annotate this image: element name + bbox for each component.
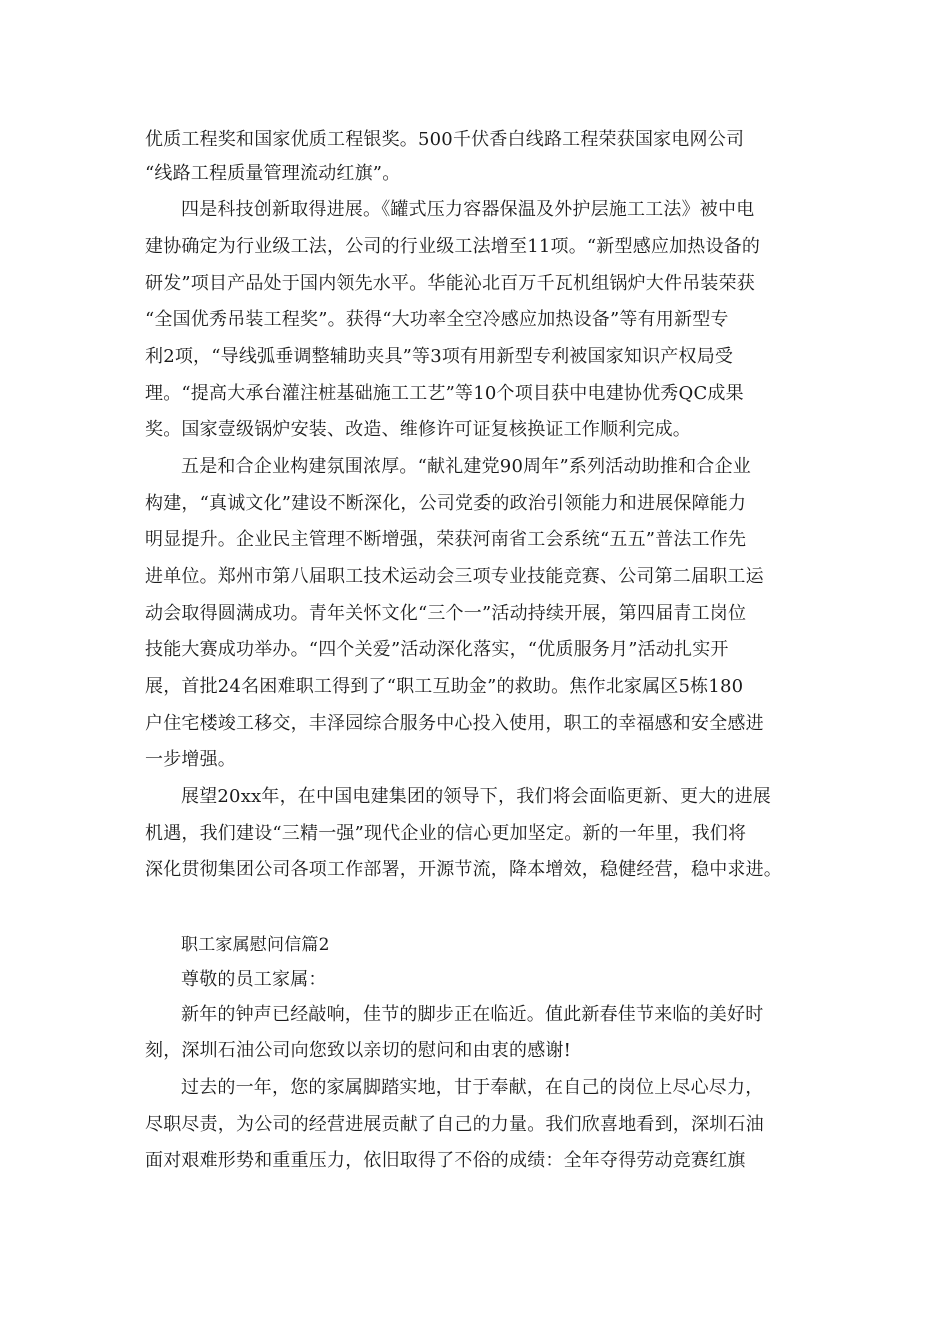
paragraph-line: 研发”项目产品处于国内领先水平。华能沁北百万千瓦机组锅炉大件吊装荣获: [145, 273, 755, 294]
paragraph-line: 展，首批24名困难职工得到了“职工互助金”的救助。焦作北家属区5栋180: [145, 676, 744, 697]
paragraph-line: 尽职尽责，为公司的经营进展贡献了自己的力量。我们欣喜地看到，深圳石油: [145, 1114, 764, 1135]
paragraph-line: 四是科技创新取得进展。《罐式压力容器保温及外护层施工工法》被中电: [181, 199, 755, 220]
paragraph-line: 理。“提高大承台灌注桩基础施工工艺”等10个项目获中电建协优秀QC成果: [145, 383, 744, 404]
paragraph-line: 一步增强。: [145, 749, 236, 770]
paragraph-line: 优质工程奖和国家优质工程银奖。500千伏香白线路工程荣获国家电网公司: [145, 129, 745, 150]
paragraph-line: 户住宅楼竣工移交，丰泽园综合服务中心投入使用，职工的幸福感和安全感进: [145, 713, 764, 734]
paragraph-line: 展望20xx年，在中国电建集团的领导下，我们将会面临更新、更大的进展: [181, 786, 772, 807]
paragraph-line: 机遇，我们建设“三精一强”现代企业的信心更加坚定。新的一年里，我们将: [145, 823, 747, 844]
paragraph-line: 新年的钟声已经敲响，佳节的脚步正在临近。值此新春佳节来临的美好时: [181, 1004, 764, 1025]
paragraph-line: 建协确定为行业级工法，公司的行业级工法增至11项。“新型感应加热设备的: [145, 236, 761, 257]
paragraph-line: “线路工程质量管理流动红旗”。: [145, 163, 401, 184]
paragraph-line: 过去的一年，您的家属脚踏实地，甘于奉献，在自己的岗位上尽心尽力，: [181, 1077, 764, 1098]
paragraph-line: 进单位。郑州市第八届职工技术运动会三项专业技能竞赛、公司第二届职工运: [145, 566, 764, 587]
paragraph-line: “全国优秀吊装工程奖”。获得“大功率全空冷感应加热设备”等有用新型专: [145, 309, 729, 330]
paragraph-line: 奖。国家壹级锅炉安装、改造、维修许可证复核换证工作顺利完成。: [145, 419, 691, 440]
paragraph-line: 构建，“真诚文化”建设不断深化，公司党委的政治引领能力和进展保障能力: [145, 493, 747, 514]
section-heading: 职工家属慰问信篇2: [181, 935, 330, 955]
paragraph-line: 面对艰难形势和重重压力，依旧取得了不俗的成绩：全年夺得劳动竞赛红旗: [145, 1150, 746, 1171]
paragraph-line: 深化贯彻集团公司各项工作部署，开源节流，降本增效，稳健经营，稳中求进。: [145, 859, 782, 880]
paragraph-line: 技能大赛成功举办。“四个关爱”活动深化落实，“优质服务月”活动扎实开: [145, 639, 729, 660]
paragraph-line: 明显提升。企业民主管理不断增强，荣获河南省工会系统“五五”普法工作先: [145, 529, 747, 550]
paragraph-line: 五是和合企业构建氛围浓厚。“献礼建党90周年”系列活动助推和合企业: [181, 456, 751, 477]
paragraph-line: 利2项，“导线弧垂调整辅助夹具”等3项有用新型专利被国家知识产权局受: [145, 346, 734, 367]
salutation: 尊敬的员工家属：: [181, 969, 327, 990]
paragraph-line: 刻，深圳石油公司向您致以亲切的慰问和由衷的感谢!: [145, 1040, 572, 1061]
paragraph-line: 动会取得圆满成功。青年关怀文化“三个一”活动持续开展，第四届青工岗位: [145, 603, 747, 624]
